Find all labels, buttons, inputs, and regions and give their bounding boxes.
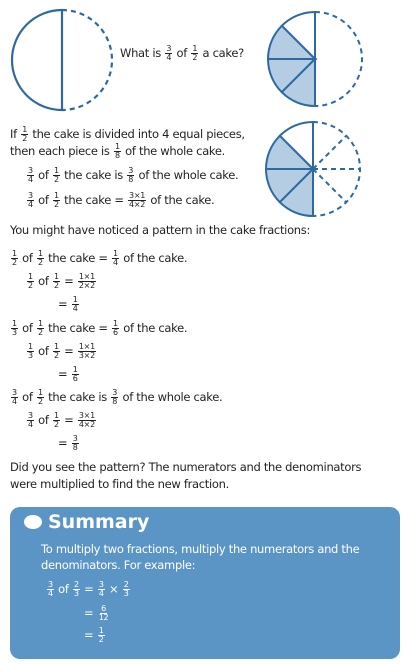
pattern-intro: You might have noticed a pattern in the cake fractions: xyxy=(10,223,311,237)
fraction: $\frac{1}{2}$ xyxy=(192,44,198,62)
three-quarters-of-half-cake-diagram xyxy=(266,10,364,108)
para1-line2: then each piece is $\frac{1}{8}$ of the whole cake. xyxy=(10,142,226,160)
statement-2: $\frac{3}{4}$ of $\frac{1}{2}$ the cake = $\frac{3\times 1}{4\times 2}$ of the cake. xyxy=(28,191,215,209)
example-1-head: $\frac{1}{2}$ of $\frac{1}{2}$ the cake = $\frac{1}{4}$ of the cake. xyxy=(12,249,188,267)
example-2-head: $\frac{1}{3}$ of $\frac{1}{2}$ the cake = $\frac{1}{6}$ of the cake. xyxy=(12,319,188,337)
example-3-result: = $\frac{3}{8}$ xyxy=(58,434,78,452)
summary-line-2: denominators. For example: xyxy=(41,558,196,572)
half-cake-diagram xyxy=(10,8,114,112)
example-1-result: = $\frac{1}{4}$ xyxy=(58,295,78,313)
fraction: $\frac{3}{4}$ xyxy=(166,44,172,62)
example-1-calc: $\frac{1}{2}$ of $\frac{1}{2}$ = $\frac{1\times 1}{2\times 2}$ xyxy=(28,272,95,290)
summary-example-row-1: $\frac{3}{4}$ of $\frac{2}{3}$ = $\frac{3}{4}$ × $\frac{2}{3}$ xyxy=(48,580,129,598)
summary-example-row-3: = $\frac{1}{2}$ xyxy=(84,626,104,644)
statement-1: $\frac{3}{4}$ of $\frac{1}{2}$ the cake is $\frac{3}{8}$ of the whole cake. xyxy=(28,166,239,184)
summary-line-1: To multiply two fractions, multiply the numerators and the xyxy=(41,542,360,556)
eighths-cake-diagram xyxy=(264,120,362,218)
summary-panel xyxy=(10,507,400,659)
example-3-calc: $\frac{3}{4}$ of $\frac{1}{2}$ = $\frac{3\times 1}{4\times 2}$ xyxy=(28,411,95,429)
summary-title: Summary xyxy=(48,511,150,533)
speech-bubble-icon xyxy=(24,515,42,529)
para1-line1: If $\frac{1}{2}$ the cake is divided into 4 equal pieces, xyxy=(10,125,245,143)
summary-example-row-2: = $\frac{6}{12}$ xyxy=(84,604,109,622)
conclusion-line-2: were multiplied to find the new fraction. xyxy=(10,477,229,491)
question: What is $\frac{3}{4}$ of $\frac{1}{2}$ a cake? xyxy=(120,44,244,62)
example-2-result: = $\frac{1}{6}$ xyxy=(58,365,78,383)
conclusion-line-1: Did you see the pattern? The numerators and the denominators xyxy=(10,460,362,474)
example-2-calc: $\frac{1}{3}$ of $\frac{1}{2}$ = $\frac{1\times 1}{3\times 2}$ xyxy=(28,342,95,360)
example-3-head: $\frac{3}{4}$ of $\frac{1}{2}$ the cake is $\frac{3}{8}$ of the whole cake. xyxy=(12,388,223,406)
